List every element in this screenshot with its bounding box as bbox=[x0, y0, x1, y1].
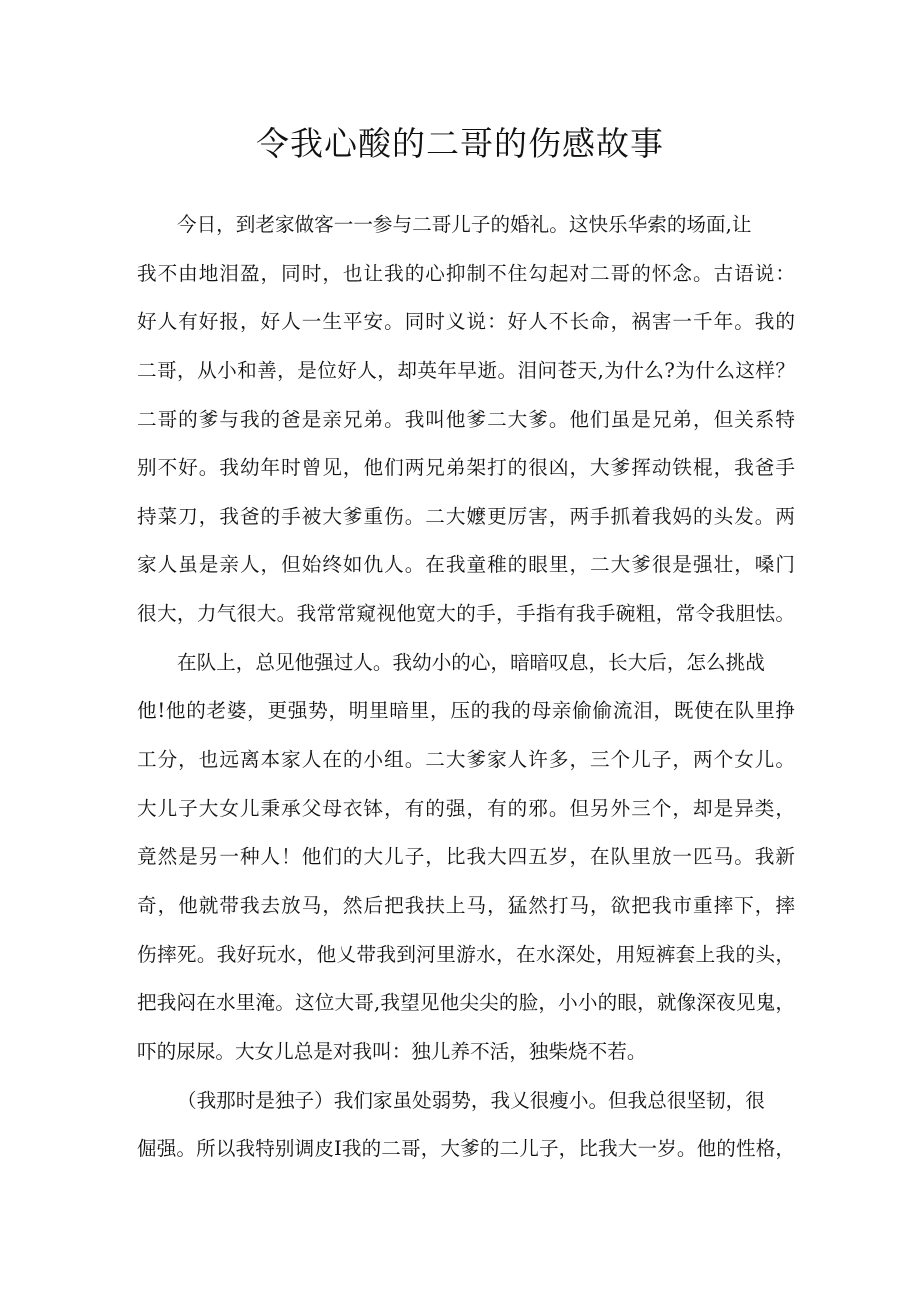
text-line: 二哥，从小和善，是位好人，却英年早逝。泪问苍天,为什么?为什么这样？ bbox=[137, 358, 795, 382]
text-line: 工分，也远离本家人在的小组。二大爹家人许多，三个儿子，两个女儿。 bbox=[137, 748, 795, 772]
text-line: 他!他的老婆，更强势，明里暗里，压的我的母亲偷偷流泪，既使在队里挣 bbox=[137, 699, 795, 723]
text-line: 大儿子大女儿秉承父母衣钵，有的强，有的邪。但另外三个，却是异类， bbox=[137, 796, 795, 820]
text-line: 今日，到老家做客一一参与二哥儿子的婚礼。这快乐华索的场面,让 bbox=[177, 213, 752, 236]
text-line: 倔强。所以我特别调皮I我的二哥，大爹的二儿子，比我大一岁。他的性格， bbox=[137, 1137, 795, 1161]
text-line: 别不好。我幼年时曾见，他们两兄弟架打的很凶，大爹挥动铁棍，我爸手 bbox=[137, 456, 795, 480]
text-line: 我不由地泪盈，同时，也让我的心抑制不住勾起对二哥的怀念。古语说： bbox=[137, 261, 795, 285]
text-line: 二哥的爹与我的爸是亲兄弟。我叫他爹二大爹。他们虽是兄弟，但关系特 bbox=[137, 407, 795, 431]
text-line: 伤摔死。我好玩水，他乂带我到河里游水，在水深处，用短裤套上我的头， bbox=[137, 942, 795, 966]
text-line: 竟然是另一种人！他们的大儿子，比我大四五岁，在队里放一匹马。我新 bbox=[137, 845, 795, 869]
document-title: 令我心酸的二哥的伤感故事 bbox=[256, 124, 664, 163]
text-line: 持菜刀，我爸的手被大爹重伤。二大嬤更厉害，两手抓着我妈的头发。两 bbox=[137, 504, 795, 528]
text-line: 把我闷在水里淹。这位大哥,我望见他尖尖的脸，小小的眼，就像深夜见鬼， bbox=[137, 991, 795, 1015]
text-line: 好人有好报，好人一生平安。同时义说：好人不长命，祸害一千年。我的 bbox=[137, 310, 795, 334]
text-line: 家人虽是亲人，但始终如仇人。在我童稚的眼里，二大爹很是强壮，嗓门 bbox=[137, 553, 795, 577]
text-line: 吓的尿尿。大女儿总是对我叫：独儿养不活，独柴烧不若。 bbox=[137, 1039, 647, 1063]
text-line: 很大，力气很大。我常常窥视他宽大的手，手指有我手碗粗，常令我胆怯。 bbox=[137, 602, 795, 626]
text-line: 在队上，总见他强过人。我幼小的心，暗暗叹息，长大后，怎么挑战 bbox=[177, 650, 765, 674]
text-line: （我那时是独子）我们家虽处弱势，我乂很瘦小。但我总很坚韧，很 bbox=[177, 1088, 765, 1112]
document-body bbox=[137, 201, 795, 1174]
text-line: 奇，他就带我去放马，然后把我扶上马，猛然打马，欲把我市重摔下，摔 bbox=[137, 893, 795, 917]
